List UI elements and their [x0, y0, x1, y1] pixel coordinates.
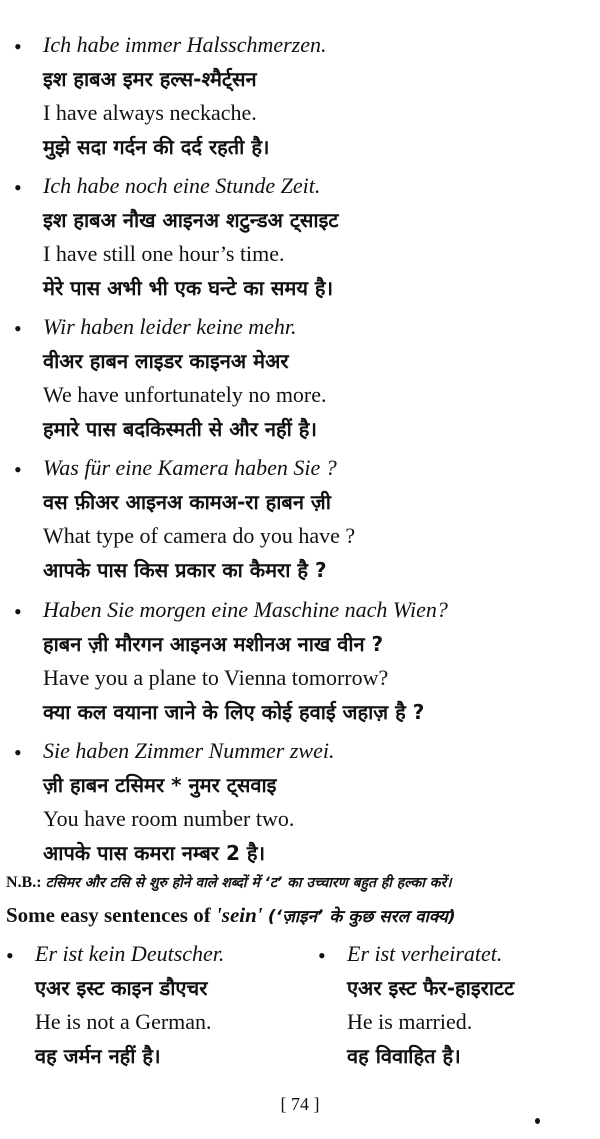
hindi-translation: हमारे पास बदकिस्मती से और नहीं है। — [43, 417, 317, 441]
pronunciation: वस फ़ीअर आइनअ कामअ-रा हाबन ज़ी — [43, 490, 331, 514]
german-phrase: Ich habe noch eine Stunde Zeit. — [43, 173, 321, 198]
page-number: [ 74 ] — [280, 1094, 320, 1114]
german-phrase: Ich habe immer Halsschmerzen. — [43, 32, 327, 57]
english-translation: I have always neckache. — [43, 100, 257, 125]
bullet: • — [14, 34, 22, 59]
pronunciation: ज़ी हाबन टसिमर * नुमर ट्सवाइ — [43, 773, 277, 797]
bullet: • — [14, 599, 22, 624]
german-phrase: Er ist verheiratet. — [347, 941, 503, 966]
pronunciation-note — [6, 873, 596, 892]
hindi-translation: मुझे सदा गर्दन की दर्द रहती है। — [43, 135, 270, 159]
note-label: N.B.: — [6, 874, 42, 891]
bullet: • — [14, 457, 22, 482]
english-translation: You have room number two. — [43, 806, 295, 831]
ink-speck — [535, 1118, 540, 1124]
english-translation: He is married. — [347, 1009, 473, 1034]
heading-prefix: Some easy sentences of — [6, 903, 211, 927]
note-text: टसिमर और टसि से शुरु होने वाले शब्दों में ‘ट’ का उच्चारण बहुत ही हल्का करें। — [45, 875, 452, 891]
german-phrase: Sie haben Zimmer Nummer zwei. — [43, 738, 335, 763]
hindi-translation: वह विवाहित है। — [347, 1044, 461, 1068]
german-phrase: Wir haben leider keine mehr. — [43, 314, 297, 339]
hindi-translation: मेरे पास अभी भी एक घन्टे का समय है। — [43, 276, 334, 300]
bullet: • — [14, 175, 22, 200]
bullet: • — [14, 740, 22, 765]
pronunciation: इश हाबअ इमर हल्स-श्मैर्ट्सन — [43, 67, 257, 91]
hindi-translation: आपके पास किस प्रकार का कैमरा है ? — [43, 558, 327, 582]
english-translation: I have still one hour’s time. — [43, 241, 285, 266]
hindi-translation: वह जर्मन नहीं है। — [35, 1044, 161, 1068]
english-translation: What type of camera do you have ? — [43, 523, 356, 548]
pronunciation: एअर इस्ट फैर-हाइराटट — [347, 976, 515, 1000]
german-phrase: Er ist kein Deutscher. — [35, 941, 225, 966]
pronunciation: वीअर हाबन लाइडर काइनअ मेअर — [43, 349, 289, 373]
bullet: • — [14, 316, 22, 341]
english-translation: He is not a German. — [35, 1009, 212, 1034]
section-heading — [6, 903, 456, 928]
hindi-translation: आपके पास कमरा नम्बर 2 है। — [43, 841, 266, 865]
english-translation: Have you a plane to Vienna tomorrow? — [43, 665, 389, 690]
german-phrase: Was für eine Kamera haben Sie ? — [43, 455, 337, 480]
german-phrase: Haben Sie morgen eine Maschine nach Wien? — [43, 597, 448, 622]
heading-hindi: (‘ज़ाइन’ के कुछ सरल वाक्य) — [267, 907, 456, 927]
hindi-translation: क्या कल वयाना जाने के लिए कोई हवाई जहाज़ है ? — [43, 700, 425, 724]
heading-word: 'sein' — [215, 903, 263, 927]
pronunciation: एअर इस्ट काइन डौएचर — [35, 976, 208, 1000]
bullet: • — [318, 943, 326, 968]
bullet: • — [6, 943, 14, 968]
pronunciation: हाबन ज़ी मौरगन आइनअ मशीनअ नाख वीन ? — [43, 632, 384, 656]
pronunciation: इश हाबअ नौख आइनअ शटुन्डअ ट्साइट — [43, 208, 339, 232]
english-translation: We have unfortunately no more. — [43, 382, 327, 407]
